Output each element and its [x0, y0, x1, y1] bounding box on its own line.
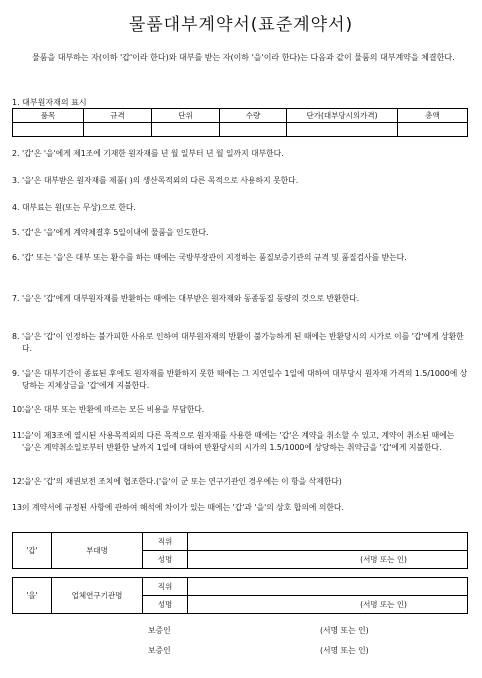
- cell-total[interactable]: [398, 123, 468, 137]
- clause-text: '갑'은 '을'에게 제1조에 기재한 원자재를 년 월 일부터 년 월 일까지 대부한다.: [22, 149, 284, 158]
- clause-number: 10.: [12, 405, 25, 414]
- clause-number: 2.: [12, 149, 20, 158]
- party-gap-table: [12, 532, 468, 569]
- clause-item: [12, 476, 470, 488]
- header-item: 품목: [13, 109, 84, 123]
- party-gap-label: '갑': [13, 533, 52, 569]
- clause-number: 7.: [12, 294, 20, 303]
- clause-item: [12, 368, 470, 392]
- clause-text: '을'은 '갑'에게 대부원자재를 반환하는 때에는 대부받은 원자재와 동종동질 동량의 것으로 반환한다.: [22, 294, 360, 303]
- clause-item: [12, 175, 470, 187]
- cell-item[interactable]: [13, 123, 84, 137]
- clause-text: '을'은 대부 또는 반환에 따르는 모든 비용을 부담한다.: [22, 405, 205, 414]
- clause-item: [12, 331, 470, 355]
- clause-item: [12, 293, 470, 305]
- header-total: 총액: [398, 109, 468, 123]
- clause-number: 12.: [12, 477, 25, 486]
- party-eul-position-label: 직위: [143, 578, 188, 596]
- clause-number: 11.: [12, 431, 25, 440]
- material-data-row: [13, 123, 468, 137]
- party-eul-signature[interactable]: (서명 또는 인): [188, 596, 468, 614]
- party-gap-org: 부대명: [52, 533, 143, 569]
- clause-item: [12, 148, 470, 160]
- clause-number: 6.: [12, 253, 20, 262]
- clause-item: [12, 404, 470, 416]
- header-unit-price: 단가(대부당시의가격): [287, 109, 398, 123]
- clause-text: '갑' 또는 '을'은 대부 또는 환수를 하는 때에는 국방부장관이 지정하는 품질보증기관의 규격 및 품질검사를 받는다.: [22, 253, 407, 262]
- clause-text: '을'은 '갑'이 인정하는 불가피한 사유로 인하여 대부원자재의 반환이 불가능하게 된 때에는 반환당시의 시가로 이를 '갑'에게 상환한다.: [22, 332, 464, 353]
- material-table: [12, 108, 468, 137]
- party-eul-position-value[interactable]: [188, 578, 468, 596]
- party-eul-name-label: 성명: [143, 596, 188, 614]
- cell-qty[interactable]: [220, 123, 287, 137]
- material-header-row: [13, 109, 468, 123]
- clause-text: '을'은 '갑'의 채권보전 조치에 협조한다.('을'이 군 또는 연구기관인 경우에는 이 항을 삭제한다): [22, 477, 342, 486]
- party-eul-table: [12, 577, 468, 614]
- clause-number: 9.: [12, 369, 20, 378]
- clause-text: '갑'은 '을'에게 계약체결후 5일이내에 물품을 인도한다.: [22, 228, 209, 237]
- guarantor-label: 보증인: [148, 646, 171, 655]
- clause-number: 5.: [12, 228, 20, 237]
- clause-number: 3.: [12, 176, 20, 185]
- clause-text: 이 계약서에 규정된 사항에 관하여 해석에 차이가 있는 때에는 '갑'과 '을'의 상호 합의에 의한다.: [22, 503, 344, 512]
- party-gap-position-value[interactable]: [188, 533, 468, 551]
- intro-paragraph: 물품을 대부하는 자(이하 '갑'이라 한다)와 대부를 받는 자(이하 '을'이라 한다)는 다음과 같이 물품의 대부계약을 체결한다.: [32, 53, 455, 62]
- header-qty: 수량: [220, 109, 287, 123]
- guarantor-label: 보증인: [148, 626, 171, 635]
- party-eul-label: '을': [13, 578, 52, 614]
- party-gap-signature[interactable]: (서명 또는 인): [188, 551, 468, 569]
- guarantor-signature[interactable]: (서명 또는 인): [320, 626, 369, 635]
- clause-item: [12, 227, 470, 239]
- clause-text: '을'은 대부기간이 종료된 후에도 원자재를 반환하지 못한 때에는 그 지연일수 1일에 대하여 대부당시 원자재 가격의 1.5/1000에 상당하는 지체상금을 '갑'에게 지불한다.: [22, 369, 468, 390]
- clause-number: 4.: [12, 203, 20, 212]
- party-gap-name-label: 성명: [143, 551, 188, 569]
- clause-item: [12, 202, 470, 214]
- party-gap-position-label: 직위: [143, 533, 188, 551]
- header-unit: 단위: [152, 109, 220, 123]
- header-spec: 규격: [84, 109, 152, 123]
- party-eul-org: 업체연구기관명: [52, 578, 143, 614]
- cell-spec[interactable]: [84, 123, 152, 137]
- cell-unit-price[interactable]: [287, 123, 398, 137]
- clause-item: [12, 502, 470, 514]
- clause-text: 대부료는 원(또는 무상)으로 한다.: [22, 203, 136, 212]
- document-title: 물품대부계약서(표준계약서): [128, 15, 354, 35]
- clause-number: 8.: [12, 332, 20, 341]
- guarantor-signature[interactable]: (서명 또는 인): [320, 646, 369, 655]
- clause-item: [12, 252, 470, 264]
- cell-unit[interactable]: [152, 123, 220, 137]
- clause-text: '을'이 제3조에 열시된 사용목적외의 다른 목적으로 원자재를 사용한 때에는 '갑'은 계약을 취소할 수 있고, 계약이 취소된 때에는 '을'은 계약취소일로부터 반환한 날까지 1일에 대하여 반환당시의 시가의 1.5/1000에 상당하는 취약금을 '갑'에게 지불한다.: [22, 431, 455, 452]
- section1-title: 1. 대부원자재의 표시: [12, 98, 87, 107]
- clause-item: [12, 430, 470, 454]
- clause-number: 13.: [12, 503, 25, 512]
- clause-text: '을'은 대부받은 원자재를 제품( )의 생산목적외의 다른 목적으로 사용하지 못한다.: [22, 176, 299, 185]
